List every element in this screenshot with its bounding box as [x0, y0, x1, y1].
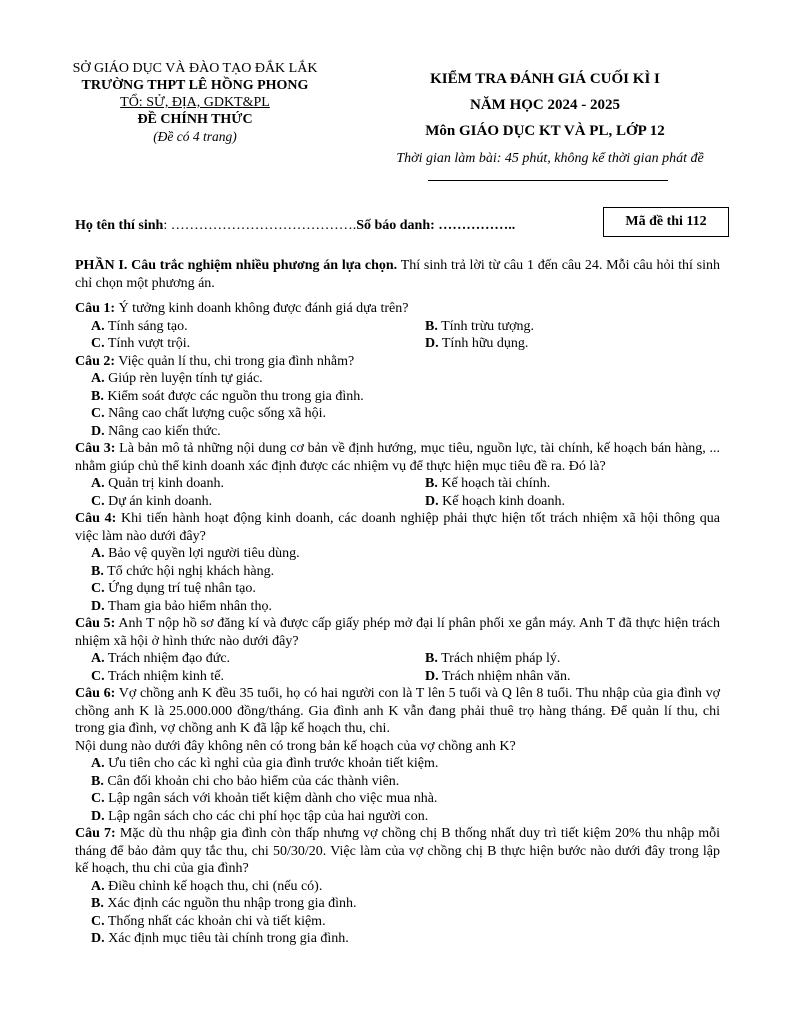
option-text: Xác định mục tiêu tài chính trong gia đình.: [104, 931, 349, 946]
option-b: [91, 774, 399, 789]
question-1: [75, 300, 720, 353]
option-c: [91, 494, 212, 509]
option-cell: [91, 335, 425, 353]
subject-title: Môn GIÁO DỤC KT VÀ PL, LỚP 12: [425, 123, 665, 139]
option-label: B.: [425, 318, 438, 334]
question-stem: [75, 510, 720, 545]
question-text: Anh T nộp hồ sơ đăng kí và được cấp giấy phép mở đại lí phân phối xe gắn máy. Anh T đã thực hiện trách nhiệm xã hội ở hình thức nào dưới đây?: [75, 616, 720, 649]
option-cell: [425, 335, 528, 353]
question-stem: [75, 300, 720, 318]
question-text: Mặc dù thu nhập gia đình còn thấp nhưng vợ chồng chị B thống nhất duy trì tiết kiệm 20% thu nhập mỗi tháng để bảo đảm quy tắc thu, chi 50/30/20. Việc làm của vợ chồng chị B thực hiện bước nào dưới đây trong lập kế hoạch, thu chi của gia đình?: [75, 826, 720, 876]
option-c: [91, 669, 224, 684]
option-cell: [91, 493, 425, 511]
exam-content: [75, 257, 720, 948]
option-label: B.: [425, 476, 438, 491]
option-text: Nâng cao kiến thức.: [104, 423, 221, 439]
option-text: Kế hoạch kinh doanh.: [438, 493, 565, 509]
option-cell: [425, 493, 565, 511]
option-cell: [91, 650, 425, 668]
option-cell: [91, 318, 425, 336]
question-label: Câu 4:: [75, 511, 117, 526]
option-b: [425, 319, 534, 334]
option-text: Tính vượt trội.: [104, 336, 191, 351]
option-line: [75, 913, 720, 931]
option-text: Cân đối khoản chi cho bảo hiểm của các thành viên.: [103, 773, 400, 789]
question-text: Là bản mô tả những nội dung cơ bản về định hướng, mục tiêu, nguồn lực, tài chính, kế hoạch bán hàng, ... nhằm giúp chủ thể kinh doanh xác định được các nhiệm vụ để thực hiện mục tiêu đề ra. Đó là?: [75, 441, 720, 474]
option-line: [75, 598, 720, 616]
option-line: [75, 773, 720, 791]
option-text: Tính trừu tượng.: [437, 318, 535, 334]
option-cell: [425, 650, 560, 668]
question-label: Câu 5:: [75, 616, 116, 631]
option-label: B.: [425, 651, 438, 666]
header-left: [50, 60, 340, 145]
option-d: [425, 669, 570, 684]
option-label: B.: [91, 896, 104, 911]
school-name: TRƯỜNG THPT LÊ HỒNG PHONG: [81, 78, 309, 93]
option-line: [75, 755, 720, 773]
option-text: Ưu tiên cho các kì nghỉ của gia đình trước khoản tiết kiệm.: [104, 756, 439, 771]
official-label: ĐỀ CHÍNH THỨC: [137, 112, 253, 127]
option-text: Ứng dụng trí tuệ nhân tạo.: [104, 581, 256, 596]
option-text: Bảo vệ quyền lợi người tiêu dùng.: [104, 546, 300, 561]
option-line: [75, 388, 720, 406]
option-text: Kiểm soát được các nguồn thu trong gia đình.: [103, 388, 364, 404]
option-text: Nâng cao chất lượng cuộc sống xã hội.: [104, 406, 327, 421]
option-row: [75, 318, 720, 336]
option-text: Kế hoạch tài chính.: [437, 476, 551, 491]
option-label: A.: [91, 371, 105, 386]
header-right: [355, 68, 735, 146]
option-line: [75, 370, 720, 388]
id-blank: ……………..: [434, 218, 516, 233]
option-cell: [91, 668, 425, 686]
option-label: C.: [91, 581, 105, 596]
question-text: Vợ chồng anh K đều 35 tuổi, họ có hai người con là T lên 5 tuổi và Q lên 8 tuổi. Thu nhập của gia đình vợ chồng anh K là 25.000.000 đồng/tháng. Gia đình anh K vẫn đang phải thuê trọ hàng tháng. Để quản lí thu, chi trong gia đình, vợ chồng anh K đã lập kế hoạch thu, chi.: [75, 686, 721, 736]
option-label: B.: [91, 388, 104, 404]
question-stem: [75, 685, 720, 738]
question-label: Câu 7:: [75, 826, 116, 841]
option-label: B.: [91, 773, 104, 789]
question-label: Câu 3:: [75, 441, 116, 456]
option-c: [91, 336, 190, 351]
option-label: D.: [91, 808, 105, 824]
header-divider: [428, 180, 668, 181]
name-label: Họ tên thí sinh: [75, 218, 164, 233]
option-b: [425, 651, 560, 666]
option-text: Tổ chức hội nghị khách hàng.: [103, 563, 275, 579]
question-text: Ý tưởng kinh doanh không được đánh giá dựa trên?: [115, 301, 409, 316]
option-a: [91, 319, 188, 334]
option-label: B.: [91, 563, 104, 579]
option-label: D.: [425, 668, 439, 684]
option-cell: [425, 475, 550, 493]
question-stem: [75, 353, 720, 371]
option-cell: [91, 475, 425, 493]
option-label: A.: [91, 878, 105, 894]
option-label: D.: [91, 598, 105, 614]
option-text: Tính sáng tạo.: [104, 318, 188, 334]
option-line: [75, 580, 720, 598]
option-text: Lập ngân sách với khoản tiết kiệm dành cho việc mua nhà.: [104, 791, 438, 806]
option-d: [91, 931, 349, 946]
exam-code-box: Mã đề thi 112: [603, 207, 729, 237]
option-b: [91, 896, 357, 911]
option-row: [75, 475, 720, 493]
option-b: [425, 476, 550, 491]
option-text: Giúp rèn luyện tính tự giác.: [104, 371, 263, 386]
question-7: [75, 825, 720, 948]
question-5: [75, 615, 720, 685]
option-label: A.: [91, 651, 105, 666]
option-text: Trách nhiệm kinh tế.: [104, 668, 225, 684]
option-line: [75, 808, 720, 826]
question-list: [75, 300, 720, 948]
question-label: Câu 6:: [75, 686, 116, 701]
question-text: Việc quản lí thu, chi trong gia đình nhằm?: [115, 353, 355, 369]
option-d: [91, 809, 428, 824]
option-line: [75, 790, 720, 808]
option-d: [91, 599, 272, 614]
exam-time: Thời gian làm bài: 45 phút, không kể thời gian phát đề: [396, 151, 704, 166]
option-label: C.: [91, 791, 105, 806]
option-a: [91, 476, 224, 491]
option-label: D.: [91, 423, 105, 439]
option-text: Xác định các nguồn thu nhập trong gia đình.: [103, 896, 357, 911]
option-a: [91, 371, 263, 386]
option-text: Tính hữu dụng.: [438, 336, 529, 351]
group-name: TỔ: SỬ, ĐỊA, GDKT&PL: [120, 95, 270, 110]
option-line: [75, 545, 720, 563]
option-text: Trách nhiệm nhân văn.: [438, 668, 571, 684]
question-3: [75, 440, 720, 510]
option-c: [91, 914, 326, 929]
option-label: C.: [91, 493, 105, 509]
option-d: [425, 494, 565, 509]
exam-title: KIỂM TRA ĐÁNH GIÁ CUỐI KÌ I: [430, 71, 660, 87]
option-a: [91, 879, 322, 894]
option-text: Trách nhiệm đạo đức.: [104, 651, 231, 666]
page-count: (Đề có 4 trang): [153, 129, 237, 144]
option-line: [75, 895, 720, 913]
option-line: [75, 405, 720, 423]
option-line: [75, 930, 720, 948]
option-label: C.: [91, 668, 105, 684]
option-c: [91, 406, 326, 421]
question-stem: [75, 825, 720, 878]
option-line: [75, 563, 720, 581]
option-text: Dự án kinh doanh.: [104, 493, 213, 509]
question-stem: [75, 615, 720, 650]
option-a: [91, 756, 438, 771]
school-year: NĂM HỌC 2024 - 2025: [470, 97, 620, 113]
option-label: A.: [91, 476, 105, 491]
option-text: Điều chỉnh kế hoạch thu, chi (nếu có).: [104, 878, 323, 894]
option-label: D.: [425, 336, 439, 351]
option-row: [75, 650, 720, 668]
part-instruction: Thí sinh trả lời từ câu 1 đến câu 24. Mỗi câu hỏi thí sinh chỉ chọn một phương án.: [75, 258, 720, 291]
question-2: [75, 353, 720, 441]
option-label: A.: [91, 318, 105, 334]
question-text: Khi tiến hành hoạt động kinh doanh, các doanh nghiệp phải thực hiện tốt trách nhiệm xã hội thông qua việc làm nào dưới đây?: [75, 511, 720, 544]
option-line: [75, 878, 720, 896]
option-c: [91, 791, 437, 806]
question-4: [75, 510, 720, 615]
part-title: PHẦN I. Câu trắc nghiệm nhiều phương án lựa chọn.: [75, 258, 398, 273]
option-b: [91, 564, 274, 579]
department-name: SỞ GIÁO DỤC VÀ ĐÀO TẠO ĐẮK LẮK: [72, 61, 318, 76]
candidate-line: [75, 218, 515, 234]
option-d: [425, 336, 528, 351]
option-text: Quản trị kinh doanh.: [104, 476, 224, 491]
question-6: [75, 685, 720, 825]
option-row: [75, 668, 720, 686]
option-label: D.: [425, 493, 439, 509]
question-extra: Nội dung nào dưới đây không nên có trong bản kế hoạch của vợ chồng anh K?: [75, 738, 516, 754]
option-cell: [425, 668, 570, 686]
option-label: C.: [91, 336, 105, 351]
option-c: [91, 581, 256, 596]
question-label: Câu 2:: [75, 353, 116, 369]
option-d: [91, 424, 221, 439]
option-line: [75, 423, 720, 441]
option-a: [91, 651, 230, 666]
id-label: Số báo danh:: [356, 218, 435, 233]
option-label: C.: [91, 406, 105, 421]
question-label: Câu 1:: [75, 301, 116, 316]
option-label: A.: [91, 756, 105, 771]
option-label: D.: [91, 931, 105, 946]
option-text: Lập ngân sách cho các chi phí học tập của hai người con.: [104, 808, 429, 824]
option-text: Thống nhất các khoản chi và tiết kiệm.: [104, 913, 326, 929]
option-text: Trách nhiệm pháp lý.: [437, 651, 561, 666]
option-b: [91, 389, 364, 404]
part-heading: [75, 257, 720, 292]
option-row: [75, 493, 720, 511]
question-stem: [75, 440, 720, 475]
option-text: Tham gia bảo hiểm nhân thọ.: [104, 598, 272, 614]
option-label: C.: [91, 913, 105, 929]
option-row: [75, 335, 720, 353]
option-cell: [425, 318, 534, 336]
option-label: A.: [91, 546, 105, 561]
name-blank: : ………………………………….: [163, 218, 357, 233]
option-a: [91, 546, 300, 561]
